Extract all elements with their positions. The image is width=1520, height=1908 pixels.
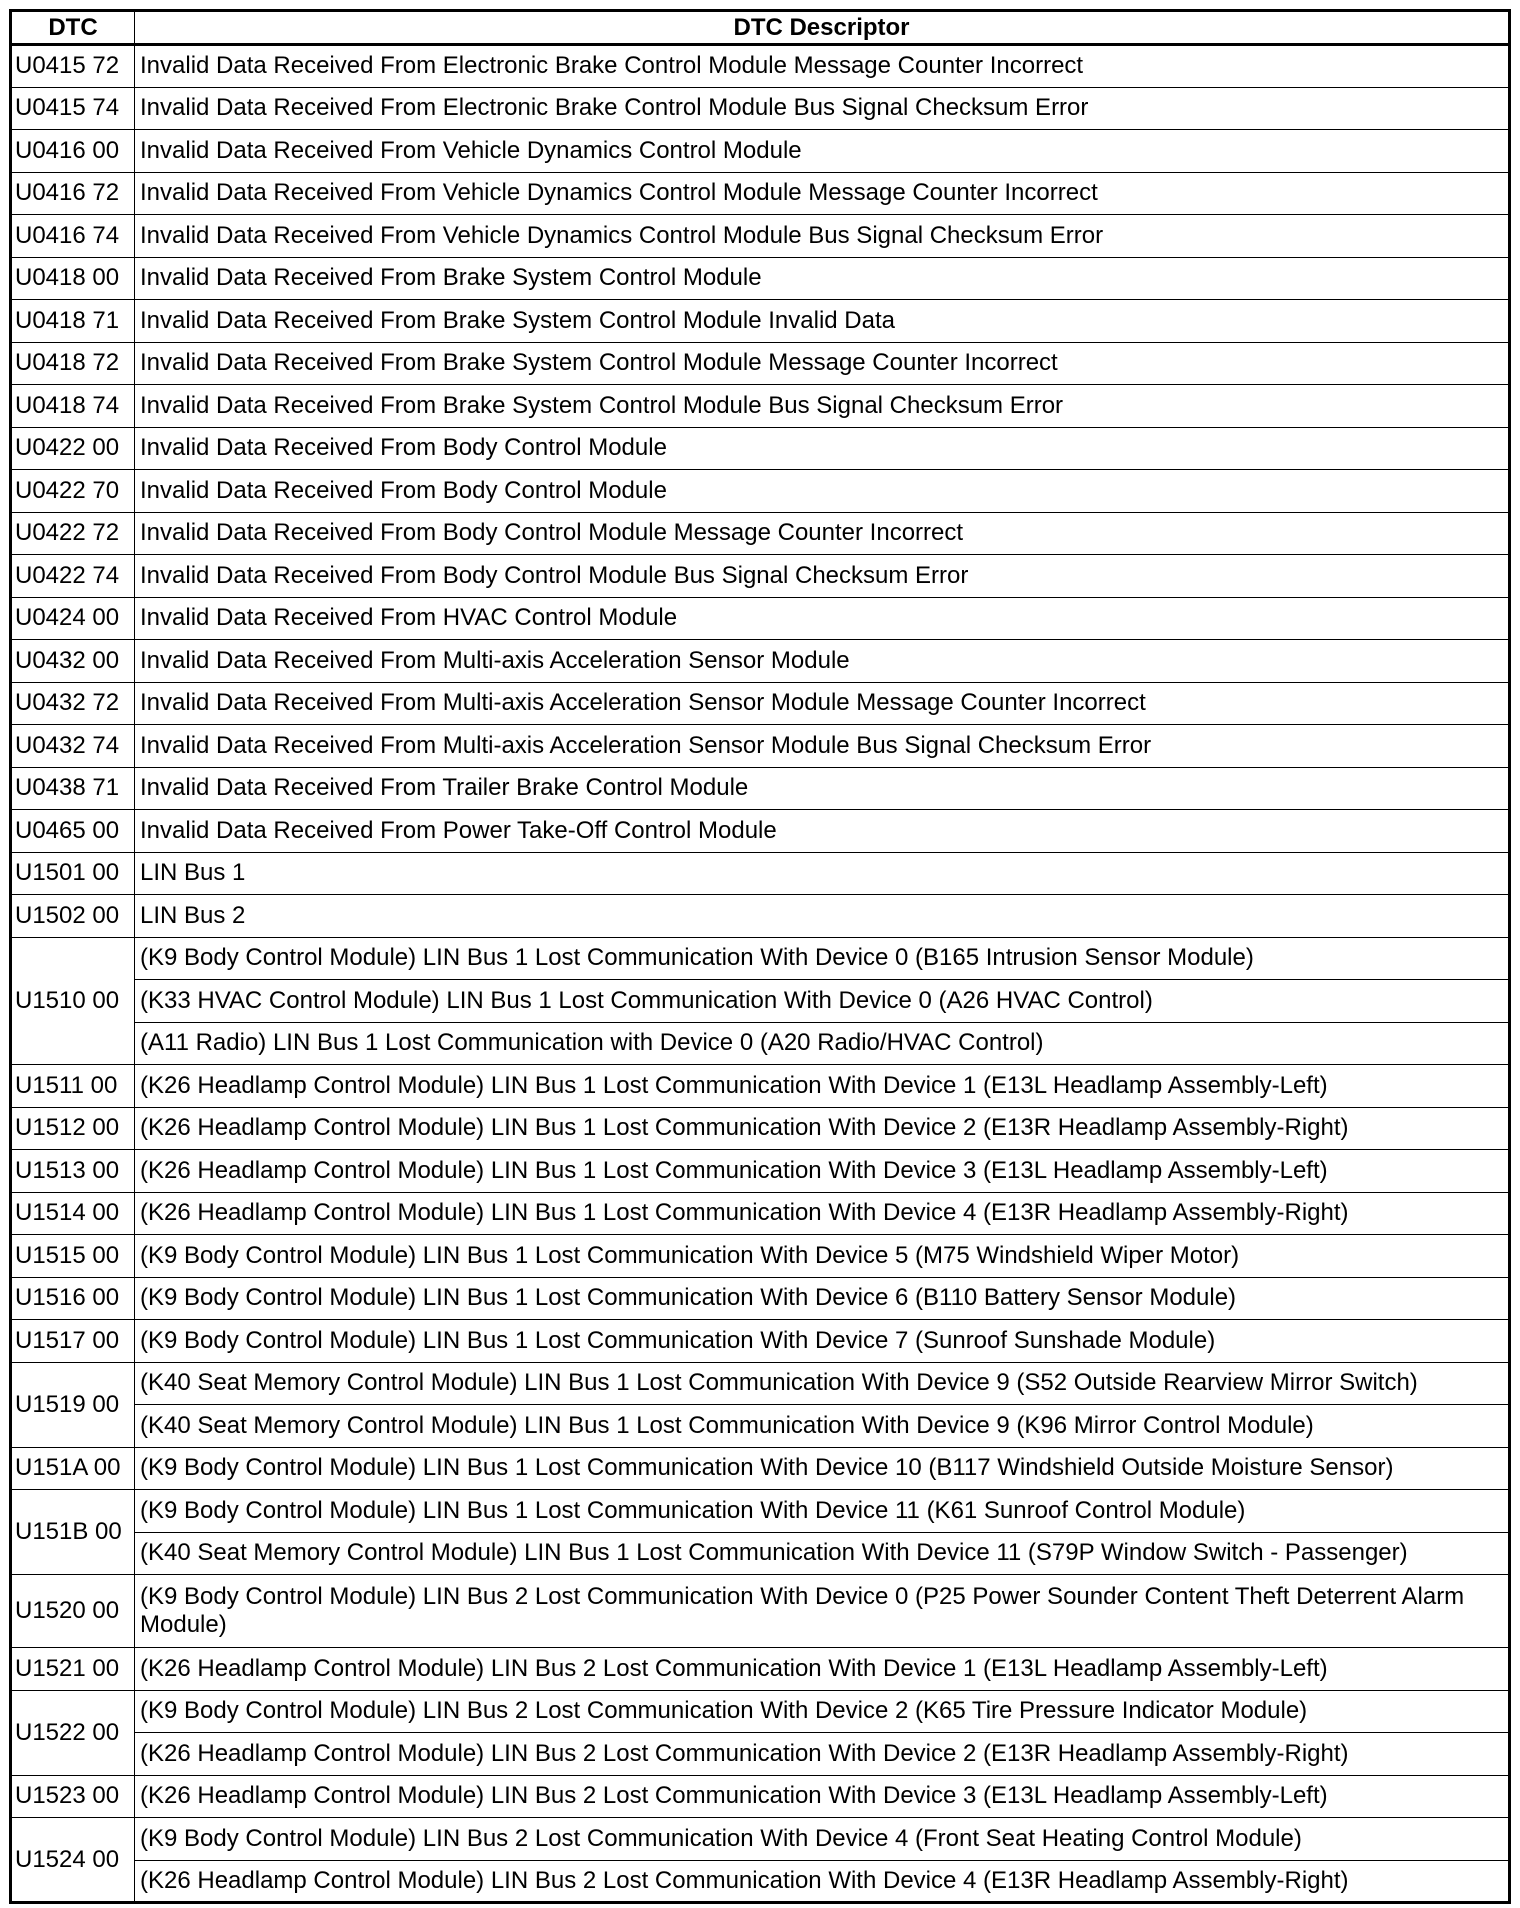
dtc-code-cell: U1520 00 <box>11 1575 135 1648</box>
dtc-descriptor-cell: Invalid Data Received From Vehicle Dynamics Control Module Message Counter Incorrect <box>135 172 1510 215</box>
table-row <box>11 512 1510 555</box>
dtc-code-cell: U0438 71 <box>11 767 135 810</box>
dtc-descriptor-cell: Invalid Data Received From Power Take-Off Control Module <box>135 810 1510 853</box>
dtc-descriptor-cell: (K26 Headlamp Control Module) LIN Bus 2 Lost Communication With Device 4 (E13R Headlamp Assembly-Right) <box>135 1860 1510 1903</box>
dtc-descriptor-cell: (K26 Headlamp Control Module) LIN Bus 1 Lost Communication With Device 4 (E13R Headlamp Assembly-Right) <box>135 1192 1510 1235</box>
dtc-code-cell: U0416 74 <box>11 215 135 258</box>
dtc-descriptor-cell: LIN Bus 1 <box>135 852 1510 895</box>
dtc-code-cell: U0424 00 <box>11 597 135 640</box>
dtc-code-cell: U0422 74 <box>11 555 135 598</box>
dtc-descriptor-cell: Invalid Data Received From Multi-axis Acceleration Sensor Module <box>135 640 1510 683</box>
table-row <box>11 640 1510 683</box>
table-row <box>11 767 1510 810</box>
table-row <box>11 682 1510 725</box>
table-row <box>11 342 1510 385</box>
dtc-code-cell: U0422 00 <box>11 427 135 470</box>
table-row <box>11 1490 1510 1533</box>
dtc-descriptor-cell: Invalid Data Received From Body Control Module Bus Signal Checksum Error <box>135 555 1510 598</box>
dtc-descriptor-cell: (K9 Body Control Module) LIN Bus 1 Lost Communication With Device 6 (B110 Battery Sensor Module) <box>135 1277 1510 1320</box>
dtc-code-cell: U1517 00 <box>11 1320 135 1363</box>
table-row <box>11 1320 1510 1363</box>
dtc-code-cell: U1521 00 <box>11 1648 135 1691</box>
dtc-descriptor-cell: (K26 Headlamp Control Module) LIN Bus 1 Lost Communication With Device 3 (E13L Headlamp Assembly-Left) <box>135 1150 1510 1193</box>
dtc-code-cell: U1502 00 <box>11 895 135 938</box>
descriptor-column-header: DTC Descriptor <box>135 11 1510 45</box>
dtc-code-cell: U0432 74 <box>11 725 135 768</box>
table-row <box>11 1860 1510 1903</box>
dtc-code-cell: U1501 00 <box>11 852 135 895</box>
table-row <box>11 1192 1510 1235</box>
table-row <box>11 427 1510 470</box>
table-row <box>11 130 1510 173</box>
dtc-code-cell: U0422 72 <box>11 512 135 555</box>
table-row <box>11 895 1510 938</box>
dtc-code-cell: U1523 00 <box>11 1775 135 1818</box>
dtc-descriptor-cell: Invalid Data Received From Vehicle Dynamics Control Module <box>135 130 1510 173</box>
table-row <box>11 300 1510 343</box>
dtc-descriptor-cell: (K9 Body Control Module) LIN Bus 1 Lost Communication With Device 5 (M75 Windshield Wiper Motor) <box>135 1235 1510 1278</box>
dtc-descriptor-cell: (K9 Body Control Module) LIN Bus 1 Lost Communication With Device 0 (B165 Intrusion Sensor Module) <box>135 937 1510 980</box>
table-row <box>11 1690 1510 1733</box>
table-row <box>11 725 1510 768</box>
dtc-code-cell: U1522 00 <box>11 1690 135 1775</box>
dtc-code-cell: U1514 00 <box>11 1192 135 1235</box>
dtc-descriptor-cell: Invalid Data Received From Trailer Brake Control Module <box>135 767 1510 810</box>
dtc-descriptor-cell: (K9 Body Control Module) LIN Bus 2 Lost Communication With Device 4 (Front Seat Heating Control Module) <box>135 1818 1510 1861</box>
table-row <box>11 257 1510 300</box>
dtc-code-cell: U0416 72 <box>11 172 135 215</box>
dtc-descriptor-cell: Invalid Data Received From Brake System Control Module Bus Signal Checksum Error <box>135 385 1510 428</box>
table-row <box>11 1405 1510 1448</box>
table-row <box>11 385 1510 428</box>
dtc-code-cell: U151B 00 <box>11 1490 135 1575</box>
table-row <box>11 1065 1510 1108</box>
dtc-code-cell: U0416 00 <box>11 130 135 173</box>
dtc-descriptor-cell: Invalid Data Received From Body Control Module <box>135 470 1510 513</box>
table-row <box>11 1447 1510 1490</box>
table-row <box>11 1107 1510 1150</box>
dtc-descriptor-cell: (K40 Seat Memory Control Module) LIN Bus 1 Lost Communication With Device 11 (S79P Window Switch - Passenger) <box>135 1532 1510 1575</box>
dtc-code-cell: U0415 72 <box>11 45 135 88</box>
dtc-descriptor-cell: Invalid Data Received From Vehicle Dynamics Control Module Bus Signal Checksum Error <box>135 215 1510 258</box>
table-row <box>11 1022 1510 1065</box>
dtc-descriptor-cell: Invalid Data Received From Body Control Module <box>135 427 1510 470</box>
table-row <box>11 1362 1510 1405</box>
dtc-code-cell: U1516 00 <box>11 1277 135 1320</box>
dtc-table <box>9 9 1511 1904</box>
dtc-descriptor-cell: Invalid Data Received From Brake System Control Module Invalid Data <box>135 300 1510 343</box>
dtc-code-cell: U0418 00 <box>11 257 135 300</box>
table-row <box>11 1775 1510 1818</box>
dtc-descriptor-cell: (K26 Headlamp Control Module) LIN Bus 1 Lost Communication With Device 1 (E13L Headlamp Assembly-Left) <box>135 1065 1510 1108</box>
table-row <box>11 937 1510 980</box>
table-row <box>11 87 1510 130</box>
dtc-code-cell: U1510 00 <box>11 937 135 1065</box>
table-row <box>11 852 1510 895</box>
dtc-code-cell: U0418 74 <box>11 385 135 428</box>
dtc-code-cell: U0418 72 <box>11 342 135 385</box>
header-row <box>11 11 1510 45</box>
dtc-descriptor-cell: (K33 HVAC Control Module) LIN Bus 1 Lost Communication With Device 0 (A26 HVAC Control) <box>135 980 1510 1023</box>
table-row <box>11 980 1510 1023</box>
table-row <box>11 215 1510 258</box>
dtc-code-cell: U0432 00 <box>11 640 135 683</box>
dtc-code-cell: U1515 00 <box>11 1235 135 1278</box>
dtc-code-cell: U1524 00 <box>11 1818 135 1903</box>
dtc-descriptor-cell: (K26 Headlamp Control Module) LIN Bus 1 Lost Communication With Device 2 (E13R Headlamp Assembly-Right) <box>135 1107 1510 1150</box>
dtc-table-body <box>11 45 1510 1903</box>
dtc-code-cell: U1512 00 <box>11 1107 135 1150</box>
table-row <box>11 172 1510 215</box>
dtc-descriptor-cell: (K40 Seat Memory Control Module) LIN Bus 1 Lost Communication With Device 9 (K96 Mirror Control Module) <box>135 1405 1510 1448</box>
dtc-descriptor-cell: (K9 Body Control Module) LIN Bus 1 Lost Communication With Device 11 (K61 Sunroof Control Module) <box>135 1490 1510 1533</box>
dtc-code-cell: U0422 70 <box>11 470 135 513</box>
dtc-descriptor-cell: Invalid Data Received From HVAC Control Module <box>135 597 1510 640</box>
table-row <box>11 1733 1510 1776</box>
table-row <box>11 597 1510 640</box>
table-row <box>11 1235 1510 1278</box>
dtc-descriptor-cell: (K40 Seat Memory Control Module) LIN Bus 1 Lost Communication With Device 9 (S52 Outside Rearview Mirror Switch) <box>135 1362 1510 1405</box>
dtc-descriptor-cell: (K26 Headlamp Control Module) LIN Bus 2 Lost Communication With Device 1 (E13L Headlamp Assembly-Left) <box>135 1648 1510 1691</box>
dtc-descriptor-cell: (K9 Body Control Module) LIN Bus 1 Lost Communication With Device 10 (B117 Windshield Outside Moisture Sensor) <box>135 1447 1510 1490</box>
dtc-code-cell: U1511 00 <box>11 1065 135 1108</box>
dtc-code-cell: U151A 00 <box>11 1447 135 1490</box>
dtc-descriptor-cell: Invalid Data Received From Electronic Brake Control Module Bus Signal Checksum Error <box>135 87 1510 130</box>
dtc-column-header: DTC <box>11 11 135 45</box>
table-row <box>11 1532 1510 1575</box>
dtc-code-cell: U1513 00 <box>11 1150 135 1193</box>
dtc-descriptor-cell: (K9 Body Control Module) LIN Bus 1 Lost Communication With Device 7 (Sunroof Sunshade Module) <box>135 1320 1510 1363</box>
dtc-descriptor-cell: (K9 Body Control Module) LIN Bus 2 Lost Communication With Device 2 (K65 Tire Pressure Indicator Module) <box>135 1690 1510 1733</box>
table-row <box>11 45 1510 88</box>
dtc-descriptor-cell: (K26 Headlamp Control Module) LIN Bus 2 Lost Communication With Device 2 (E13R Headlamp Assembly-Right) <box>135 1733 1510 1776</box>
table-row <box>11 1818 1510 1861</box>
dtc-descriptor-cell: Invalid Data Received From Brake System Control Module Message Counter Incorrect <box>135 342 1510 385</box>
table-row <box>11 1277 1510 1320</box>
table-row <box>11 555 1510 598</box>
dtc-descriptor-cell: Invalid Data Received From Multi-axis Acceleration Sensor Module Bus Signal Checksum Error <box>135 725 1510 768</box>
dtc-descriptor-cell: Invalid Data Received From Electronic Brake Control Module Message Counter Incorrect <box>135 45 1510 88</box>
dtc-descriptor-cell: (K26 Headlamp Control Module) LIN Bus 2 Lost Communication With Device 3 (E13L Headlamp Assembly-Left) <box>135 1775 1510 1818</box>
dtc-descriptor-cell: Invalid Data Received From Multi-axis Acceleration Sensor Module Message Counter Incorrect <box>135 682 1510 725</box>
dtc-descriptor-cell: (K9 Body Control Module) LIN Bus 2 Lost Communication With Device 0 (P25 Power Sounder Content Theft Deterrent Alarm Module) <box>135 1575 1510 1648</box>
dtc-descriptor-cell: LIN Bus 2 <box>135 895 1510 938</box>
table-row <box>11 1648 1510 1691</box>
table-row <box>11 1575 1510 1648</box>
dtc-descriptor-cell: Invalid Data Received From Brake System Control Module <box>135 257 1510 300</box>
dtc-code-cell: U1519 00 <box>11 1362 135 1447</box>
dtc-code-cell: U0415 74 <box>11 87 135 130</box>
table-row <box>11 470 1510 513</box>
table-row <box>11 810 1510 853</box>
dtc-code-cell: U0432 72 <box>11 682 135 725</box>
dtc-code-cell: U0465 00 <box>11 810 135 853</box>
table-row <box>11 1150 1510 1193</box>
dtc-descriptor-cell: Invalid Data Received From Body Control Module Message Counter Incorrect <box>135 512 1510 555</box>
dtc-descriptor-cell: (A11 Radio) LIN Bus 1 Lost Communication with Device 0 (A20 Radio/HVAC Control) <box>135 1022 1510 1065</box>
dtc-code-cell: U0418 71 <box>11 300 135 343</box>
